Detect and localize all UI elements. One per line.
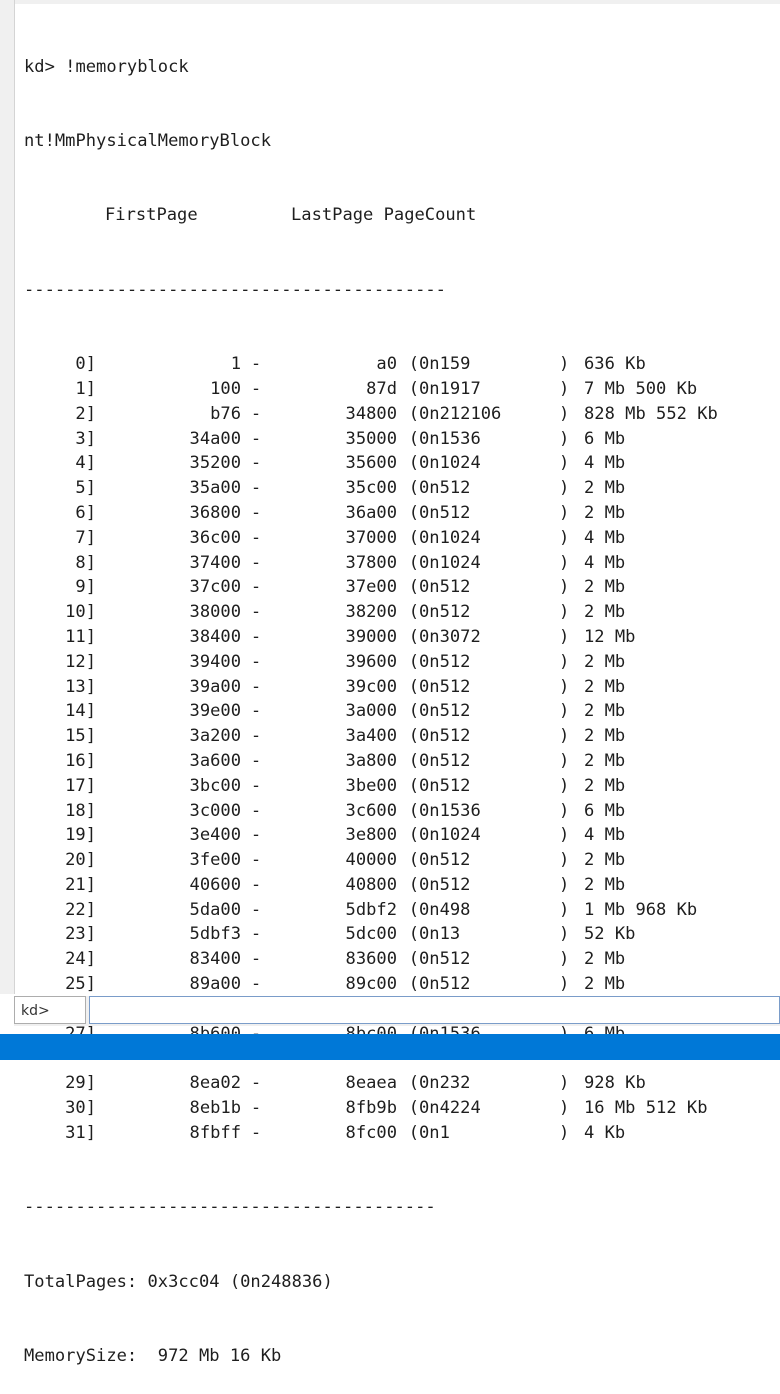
memory-block-row [24, 402, 774, 427]
row-open-paren: ( [408, 403, 419, 424]
row-firstpage: 36c00 [189, 527, 241, 548]
row-firstpage: 3fe00 [189, 850, 241, 871]
row-lastpage: 3a800 [345, 750, 397, 771]
row-dash: - [250, 428, 262, 449]
command-output-pane[interactable] [24, 5, 774, 1367]
row-open-paren: ( [408, 701, 419, 722]
row-index: 7] [75, 527, 96, 548]
left-margin-bar [0, 0, 15, 994]
row-open-paren: ( [408, 651, 419, 672]
row-open-paren: ( [408, 453, 419, 474]
row-index: 11] [65, 626, 96, 647]
row-index: 19] [65, 825, 96, 846]
row-firstpage: 8fbff [189, 1122, 241, 1143]
row-firstpage: 35a00 [189, 478, 241, 499]
row-lastpage: 3e800 [345, 825, 397, 846]
row-size: 16 Mb 512 Kb [584, 1098, 708, 1119]
row-size: 4 Kb [584, 1122, 626, 1143]
memory-block-row [24, 1096, 774, 1121]
row-dash: - [250, 453, 262, 474]
row-lastpage: 37000 [345, 527, 397, 548]
row-index: 16] [65, 750, 96, 771]
row-size: 4 Mb [584, 825, 626, 846]
memory-block-row [24, 724, 774, 749]
row-open-paren: ( [408, 577, 419, 598]
row-firstpage: 100 [210, 378, 241, 399]
row-close-paren: ) [559, 800, 570, 821]
row-lastpage: 39600 [345, 651, 397, 672]
row-size: 928 Kb [584, 1073, 646, 1094]
memory-block-row [24, 625, 774, 650]
memory-block-row [24, 1121, 774, 1146]
row-size: 828 Mb 552 Kb [584, 403, 718, 424]
row-size: 7 Mb 500 Kb [584, 378, 698, 399]
memory-block-row [24, 526, 774, 551]
row-lastpage: 3c600 [345, 800, 397, 821]
row-index: 31] [65, 1122, 96, 1143]
memory-block-row [24, 352, 774, 377]
row-close-paren: ) [559, 403, 570, 424]
row-size: 2 Mb [584, 502, 626, 523]
row-open-paren: ( [408, 527, 419, 548]
row-firstpage: 39400 [189, 651, 241, 672]
row-lastpage: 5dbf2 [345, 899, 397, 920]
row-pagecount: 0n512 [419, 651, 471, 672]
row-firstpage: 3c000 [189, 800, 241, 821]
row-index: 23] [65, 924, 96, 945]
row-pagecount: 0n1024 [419, 527, 481, 548]
row-open-paren: ( [408, 750, 419, 771]
row-close-paren: ) [559, 825, 570, 846]
row-lastpage: 39c00 [345, 676, 397, 697]
row-open-paren: ( [408, 850, 419, 871]
row-open-paren: ( [408, 825, 419, 846]
memory-block-row [24, 699, 774, 724]
row-dash: - [250, 1073, 262, 1094]
row-open-paren: ( [408, 552, 419, 573]
total-pages-line: TotalPages: 0x3cc04 (0n248836) [24, 1271, 333, 1292]
row-close-paren: ) [559, 750, 570, 771]
row-size: 2 Mb [584, 949, 626, 970]
row-close-paren: ) [559, 527, 570, 548]
row-lastpage: 35600 [345, 453, 397, 474]
row-close-paren: ) [559, 378, 570, 399]
row-dash: - [250, 502, 262, 523]
row-lastpage: 38200 [345, 602, 397, 623]
row-open-paren: ( [408, 974, 419, 995]
row-pagecount: 0n3072 [419, 626, 481, 647]
memory-block-row [24, 823, 774, 848]
row-size: 4 Mb [584, 453, 626, 474]
row-close-paren: ) [559, 726, 570, 747]
row-dash: - [250, 974, 262, 995]
row-open-paren: ( [408, 800, 419, 821]
row-index: 6] [75, 502, 96, 523]
row-open-paren: ( [408, 676, 419, 697]
row-dash: - [250, 874, 262, 895]
status-bar [0, 1034, 780, 1060]
row-firstpage: 39a00 [189, 676, 241, 697]
row-lastpage: 8fc00 [345, 1122, 397, 1143]
row-firstpage: 37c00 [189, 577, 241, 598]
row-firstpage: 34a00 [189, 428, 241, 449]
row-size: 4 Mb [584, 552, 626, 573]
memory-block-row [24, 427, 774, 452]
row-firstpage: 38400 [189, 626, 241, 647]
row-dash: - [250, 1098, 262, 1119]
row-index: 1] [75, 378, 96, 399]
row-pagecount: 0n512 [419, 701, 471, 722]
row-open-paren: ( [408, 726, 419, 747]
memory-block-rows [24, 352, 774, 1146]
row-index: 8] [75, 552, 96, 573]
command-prompt-label: kd> [14, 996, 86, 1024]
row-size: 6 Mb [584, 800, 626, 821]
row-pagecount: 0n512 [419, 850, 471, 871]
row-index: 25] [65, 974, 96, 995]
row-close-paren: ) [559, 775, 570, 796]
row-dash: - [250, 899, 262, 920]
row-close-paren: ) [559, 949, 570, 970]
row-close-paren: ) [559, 899, 570, 920]
row-lastpage: 83600 [345, 949, 397, 970]
row-size: 2 Mb [584, 478, 626, 499]
row-close-paren: ) [559, 676, 570, 697]
row-index: 5] [75, 478, 96, 499]
row-firstpage: 8ea02 [189, 1073, 241, 1094]
row-close-paren: ) [559, 974, 570, 995]
row-index: 13] [65, 676, 96, 697]
row-open-paren: ( [408, 924, 419, 945]
row-pagecount: 0n512 [419, 750, 471, 771]
row-dash: - [250, 924, 262, 945]
row-dash: - [250, 354, 262, 375]
memory-block-row [24, 476, 774, 501]
row-close-paren: ) [559, 1122, 570, 1143]
row-lastpage: 34800 [345, 403, 397, 424]
row-close-paren: ) [559, 577, 570, 598]
row-pagecount: 0n512 [419, 726, 471, 747]
row-size: 2 Mb [584, 750, 626, 771]
row-pagecount: 0n1024 [419, 453, 481, 474]
row-firstpage: 8eb1b [189, 1098, 241, 1119]
row-open-paren: ( [408, 775, 419, 796]
row-dash: - [250, 825, 262, 846]
row-open-paren: ( [408, 378, 419, 399]
row-pagecount: 0n512 [419, 502, 471, 523]
separator-top: ----------------------------------------- [24, 279, 446, 300]
memory-block-row [24, 972, 774, 997]
row-dash: - [250, 378, 262, 399]
header-firstpage: FirstPage [105, 205, 198, 226]
row-close-paren: ) [559, 651, 570, 672]
row-size: 1 Mb 968 Kb [584, 899, 698, 920]
row-close-paren: ) [559, 1098, 570, 1119]
row-dash: - [250, 775, 262, 796]
row-index: 4] [75, 453, 96, 474]
memory-block-row [24, 922, 774, 947]
row-index: 29] [65, 1073, 96, 1094]
row-lastpage: 37e00 [345, 577, 397, 598]
window-bottom [0, 1060, 780, 1068]
row-open-paren: ( [408, 1098, 419, 1119]
column-header [24, 203, 774, 228]
row-close-paren: ) [559, 626, 570, 647]
separator-bottom: ---------------------------------------- [24, 1197, 436, 1218]
row-dash: - [250, 527, 262, 548]
row-index: 3] [75, 428, 96, 449]
row-open-paren: ( [408, 1073, 419, 1094]
row-open-paren: ( [408, 949, 419, 970]
row-lastpage: 3be00 [345, 775, 397, 796]
row-size: 12 Mb [584, 626, 636, 647]
row-size: 4 Mb [584, 527, 626, 548]
row-index: 21] [65, 874, 96, 895]
row-firstpage: 83400 [189, 949, 241, 970]
row-lastpage: 35000 [345, 428, 397, 449]
row-index: 14] [65, 701, 96, 722]
row-open-paren: ( [408, 874, 419, 895]
memory-block-row [24, 848, 774, 873]
memory-block-row [24, 898, 774, 923]
row-pagecount: 0n1536 [419, 428, 481, 449]
row-open-paren: ( [408, 502, 419, 523]
row-firstpage: 89a00 [189, 974, 241, 995]
row-pagecount: 0n232 [419, 1073, 471, 1094]
row-pagecount: 0n4224 [419, 1098, 481, 1119]
row-dash: - [250, 676, 262, 697]
row-close-paren: ) [559, 453, 570, 474]
row-dash: - [250, 949, 262, 970]
row-close-paren: ) [559, 924, 570, 945]
row-lastpage: 3a000 [345, 701, 397, 722]
row-pagecount: 0n159 [419, 354, 471, 375]
memory-size-line: MemorySize: 972 Mb 16 Kb [24, 1346, 282, 1367]
row-index: 2] [75, 403, 96, 424]
row-open-paren: ( [408, 626, 419, 647]
command-bar [14, 996, 780, 1026]
row-firstpage: 5da00 [189, 899, 241, 920]
row-close-paren: ) [559, 502, 570, 523]
row-firstpage: 40600 [189, 874, 241, 895]
row-firstpage: 1 [230, 354, 241, 375]
memory-block-row [24, 451, 774, 476]
row-open-paren: ( [408, 602, 419, 623]
row-dash: - [250, 478, 262, 499]
row-firstpage: 3a600 [189, 750, 241, 771]
row-pagecount: 0n512 [419, 577, 471, 598]
row-pagecount: 0n13 [419, 924, 461, 945]
row-dash: - [250, 750, 262, 771]
row-dash: - [250, 651, 262, 672]
row-pagecount: 0n1024 [419, 552, 481, 573]
row-close-paren: ) [559, 354, 570, 375]
row-size: 2 Mb [584, 974, 626, 995]
row-open-paren: ( [408, 899, 419, 920]
row-lastpage: 5dc00 [345, 924, 397, 945]
row-lastpage: 87d [366, 378, 397, 399]
row-dash: - [250, 602, 262, 623]
row-firstpage: 5dbf3 [189, 924, 241, 945]
row-size: 2 Mb [584, 701, 626, 722]
row-dash: - [250, 626, 262, 647]
row-lastpage: 35c00 [345, 478, 397, 499]
row-close-paren: ) [559, 874, 570, 895]
row-dash: - [250, 552, 262, 573]
row-close-paren: ) [559, 850, 570, 871]
row-lastpage: a0 [376, 354, 397, 375]
row-close-paren: ) [559, 602, 570, 623]
row-pagecount: 0n512 [419, 602, 471, 623]
row-size: 2 Mb [584, 775, 626, 796]
row-size: 636 Kb [584, 354, 646, 375]
row-lastpage: 40000 [345, 850, 397, 871]
row-firstpage: 38000 [189, 602, 241, 623]
row-close-paren: ) [559, 428, 570, 449]
row-firstpage: 35200 [189, 453, 241, 474]
row-close-paren: ) [559, 701, 570, 722]
row-dash: - [250, 403, 262, 424]
row-lastpage: 37800 [345, 552, 397, 573]
row-firstpage: 39e00 [189, 701, 241, 722]
row-lastpage: 89c00 [345, 974, 397, 995]
row-pagecount: 0n512 [419, 676, 471, 697]
row-index: 0] [75, 354, 96, 375]
row-firstpage: 37400 [189, 552, 241, 573]
header-pagecount: PageCount [383, 205, 477, 226]
row-close-paren: ) [559, 478, 570, 499]
row-size: 2 Mb [584, 651, 626, 672]
memory-block-row [24, 774, 774, 799]
row-open-paren: ( [408, 428, 419, 449]
row-index: 10] [65, 602, 96, 623]
row-index: 15] [65, 726, 96, 747]
row-open-paren: ( [408, 478, 419, 499]
row-dash: - [250, 800, 262, 821]
memory-block-row [24, 1071, 774, 1096]
memory-block-row [24, 600, 774, 625]
memory-block-row [24, 873, 774, 898]
row-firstpage: 36800 [189, 502, 241, 523]
row-pagecount: 0n512 [419, 949, 471, 970]
row-size: 2 Mb [584, 850, 626, 871]
row-close-paren: ) [559, 1073, 570, 1094]
row-dash: - [250, 726, 262, 747]
row-firstpage: 3a200 [189, 726, 241, 747]
command-echo: kd> !memoryblock [24, 56, 189, 77]
row-index: 30] [65, 1098, 96, 1119]
row-dash: - [250, 850, 262, 871]
row-open-paren: ( [408, 354, 419, 375]
memory-block-row [24, 501, 774, 526]
command-input[interactable] [89, 996, 780, 1024]
row-lastpage: 8fb9b [345, 1098, 397, 1119]
row-lastpage: 8eaea [345, 1073, 397, 1094]
row-pagecount: 0n1024 [419, 825, 481, 846]
top-strip [0, 0, 780, 4]
row-firstpage: b76 [210, 403, 241, 424]
memory-block-row [24, 749, 774, 774]
row-lastpage: 3a400 [345, 726, 397, 747]
row-pagecount: 0n512 [419, 974, 471, 995]
row-pagecount: 0n498 [419, 899, 471, 920]
row-lastpage: 36a00 [345, 502, 397, 523]
row-dash: - [250, 1122, 262, 1143]
memory-block-row [24, 551, 774, 576]
memory-block-row [24, 799, 774, 824]
row-pagecount: 0n1 [419, 1122, 450, 1143]
row-close-paren: ) [559, 552, 570, 573]
row-firstpage: 3bc00 [189, 775, 241, 796]
row-size: 6 Mb [584, 428, 626, 449]
row-index: 24] [65, 949, 96, 970]
row-index: 18] [65, 800, 96, 821]
row-size: 2 Mb [584, 676, 626, 697]
memory-block-row [24, 377, 774, 402]
row-size: 2 Mb [584, 874, 626, 895]
row-firstpage: 3e400 [189, 825, 241, 846]
memory-block-row [24, 947, 774, 972]
memory-block-row [24, 650, 774, 675]
row-dash: - [250, 701, 262, 722]
row-size: 52 Kb [584, 924, 636, 945]
row-pagecount: 0n1917 [419, 378, 481, 399]
row-dash: - [250, 577, 262, 598]
row-index: 22] [65, 899, 96, 920]
symbol-line: nt!MmPhysicalMemoryBlock [24, 130, 271, 151]
row-index: 17] [65, 775, 96, 796]
row-pagecount: 0n512 [419, 874, 471, 895]
row-pagecount: 0n212106 [419, 403, 502, 424]
row-lastpage: 40800 [345, 874, 397, 895]
row-pagecount: 0n1536 [419, 800, 481, 821]
row-index: 12] [65, 651, 96, 672]
row-index: 20] [65, 850, 96, 871]
row-open-paren: ( [408, 1122, 419, 1143]
row-lastpage: 39000 [345, 626, 397, 647]
header-lastpage: LastPage [291, 205, 374, 226]
row-pagecount: 0n512 [419, 478, 471, 499]
memory-block-row [24, 575, 774, 600]
row-pagecount: 0n512 [419, 775, 471, 796]
row-size: 2 Mb [584, 577, 626, 598]
row-index: 9] [75, 577, 96, 598]
row-size: 2 Mb [584, 602, 626, 623]
memory-block-row [24, 675, 774, 700]
row-size: 2 Mb [584, 726, 626, 747]
